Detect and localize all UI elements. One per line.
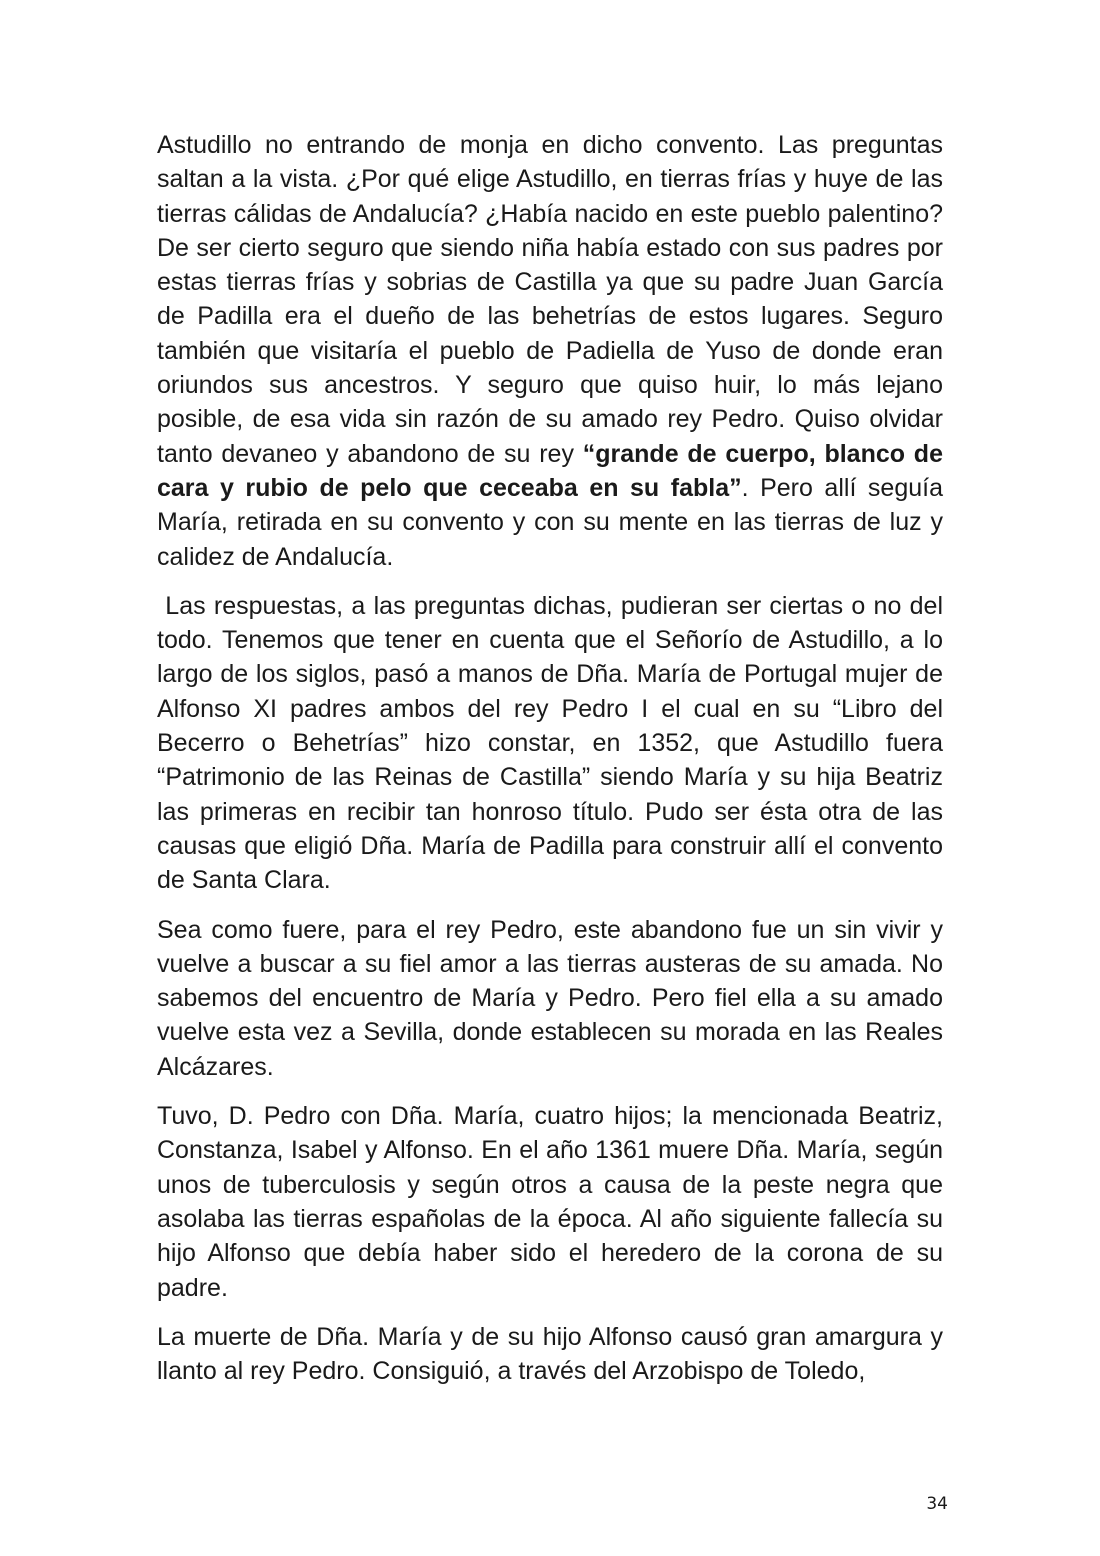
- paragraph-2: Las respuestas, a las preguntas dichas, pudieran ser ciertas o no del todo. Tenemos que tener en cuenta que el Señorío de Astudillo, a lo largo de los siglos, pasó a manos de Dña. María de Portugal mujer de Alfonso XI padres ambos del rey Pedro I el cual en su “Libro del Becerro o Behetrías” hizo constar, en 1352, que Astudillo fuera “Patrimonio de las Reinas de Castilla” siendo María y su hija Beatriz las primeras en recibir tan honroso título. Pudo ser ésta otra de las causas que eligió Dña. María de Padilla para construir allí el convento de Santa Clara.: [157, 591, 950, 895]
- paragraph-3: Sea como fuere, para el rey Pedro, este abandono fue un sin vivir y vuelve a buscar a su fiel amor a las tierras austeras de su amada. No sabemos del encuentro de María y Pedro. Pero fiel ella a su amado vuelve esta vez a Sevilla, donde establecen su morada en las Reales Alcázares.: [157, 915, 943, 1081]
- paragraph-1-bold-quote: “grande de cuerpo, blanco de cara y rubio de pelo que ceceaba en su fabla”: [157, 439, 943, 502]
- page-body: [157, 128, 950, 1403]
- paragraph-4: Tuvo, D. Pedro con Dña. María, cuatro hijos; la mencionada Beatriz, Constanza, Isabel y Alfonso. En el año 1361 muere Dña. María, según unos de tuberculosis y según otros a causa de la peste negra que asolaba las tierras españolas de la época. Al año siguiente fallecía su hijo Alfonso que debía haber sido el heredero de la corona de su padre.: [157, 1102, 943, 1302]
- paragraph-1-text-after: . Pero allí seguía María, retirada en su convento y con su mente en las tierras de luz y calidez de Andalucía.: [157, 473, 943, 571]
- paragraph-5: La muerte de Dña. María y de su hijo Alfonso causó gran amargura y llanto al rey Pedro. Consiguió, a través del Arzobispo de Toledo,: [157, 1322, 943, 1386]
- page-number: 34: [926, 1494, 948, 1514]
- paragraph-1: [157, 128, 943, 574]
- paragraph-1-text-before: Astudillo no entrando de monja en dicho convento. Las preguntas saltan a la vista. ¿Por qué elige Astudillo, en tierras frías y huye de las tierras cálidas de Andalucía? ¿Había nacido en este pueblo palentino? De ser cierto seguro que siendo niña había estado con sus padres por estas tierras frías y sobrias de Castilla ya que su padre Juan García de Padilla era el dueño de las behetrías de estos lugares. Seguro también que visitaría el pueblo de Padiella de Yuso de donde eran oriundos sus ancestros. Y seguro que quiso huir, lo más lejano posible, de esa vida sin razón de su amado rey Pedro. Quiso olvidar tanto devaneo y abandono de su rey: [157, 131, 943, 468]
